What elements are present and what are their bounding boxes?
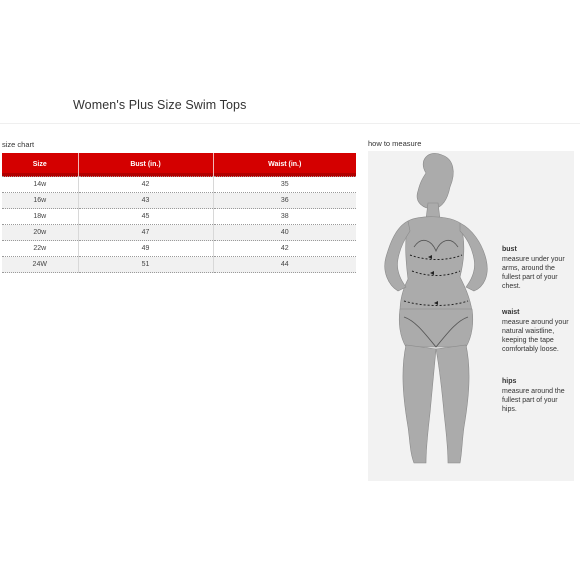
table-row xyxy=(2,177,356,193)
table-row xyxy=(2,209,356,225)
table-row xyxy=(2,257,356,273)
bust-guide xyxy=(502,245,574,291)
cell-bust: 45 xyxy=(78,209,213,225)
cell-waist: 38 xyxy=(213,209,356,225)
bust-guide-title: bust xyxy=(502,246,517,253)
cell-size: 18w xyxy=(2,209,78,225)
cell-size: 20w xyxy=(2,225,78,241)
cell-size: 22w xyxy=(2,241,78,257)
cell-bust: 51 xyxy=(78,257,213,273)
hips-guide-text: measure around the fullest part of your hips. xyxy=(502,388,565,413)
cell-waist: 42 xyxy=(213,241,356,257)
cell-bust: 43 xyxy=(78,193,213,209)
hips-guide-title: hips xyxy=(502,378,517,385)
cell-waist: 35 xyxy=(213,177,356,193)
title-divider xyxy=(0,123,580,124)
hips-guide xyxy=(502,377,574,414)
column-header-size: Size xyxy=(2,153,78,177)
column-header-bust: Bust (in.) xyxy=(78,153,213,177)
cell-bust: 42 xyxy=(78,177,213,193)
page-title: Women's Plus Size Swim Tops xyxy=(73,98,247,112)
cell-waist: 36 xyxy=(213,193,356,209)
cell-waist: 40 xyxy=(213,225,356,241)
cell-size: 24W xyxy=(2,257,78,273)
bust-guide-text: measure under your arms, around the fullest part of your chest. xyxy=(502,256,565,290)
cell-size: 14w xyxy=(2,177,78,193)
cell-waist: 44 xyxy=(213,257,356,273)
table-header-row xyxy=(2,153,356,177)
how-to-measure-label: how to measure xyxy=(368,139,422,148)
size-chart-table xyxy=(2,153,356,273)
cell-bust: 49 xyxy=(78,241,213,257)
how-to-measure-panel xyxy=(368,151,574,481)
table-row xyxy=(2,241,356,257)
waist-guide xyxy=(502,308,574,354)
waist-guide-text: measure around your natural waistline, keeping the tape comfortably loose. xyxy=(502,319,569,353)
waist-guide-title: waist xyxy=(502,309,520,316)
table-row xyxy=(2,193,356,209)
size-chart-label: size chart xyxy=(2,140,35,149)
cell-size: 16w xyxy=(2,193,78,209)
cell-bust: 47 xyxy=(78,225,213,241)
column-header-waist: Waist (in.) xyxy=(213,153,356,177)
table-row xyxy=(2,225,356,241)
